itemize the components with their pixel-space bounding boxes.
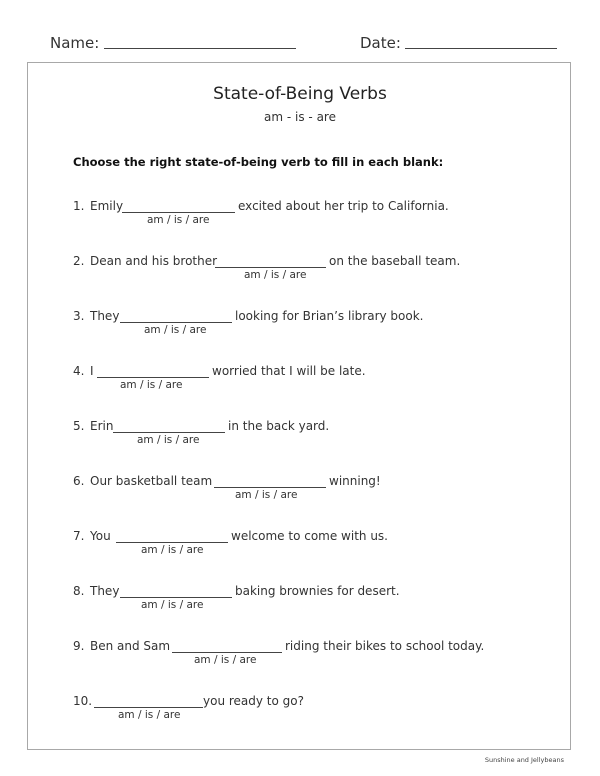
question-number: 10.	[73, 694, 93, 708]
answer-blank[interactable]	[215, 267, 326, 268]
instructions: Choose the right state-of-being verb to fill in each blank:	[73, 155, 444, 169]
sentence-end: worried that I will be late.	[212, 364, 366, 378]
choice-hint: am / is / are	[118, 709, 181, 721]
question-number: 1.	[73, 199, 85, 213]
question-9	[0, 639, 600, 669]
sentence-end: on the baseball team.	[329, 254, 461, 268]
question-6	[0, 474, 600, 504]
question-2	[0, 254, 600, 284]
question-number: 5.	[73, 419, 85, 433]
sentence-start: I	[90, 364, 94, 378]
question-8	[0, 584, 600, 614]
answer-blank[interactable]	[172, 652, 282, 653]
question-5	[0, 419, 600, 449]
question-7	[0, 529, 600, 559]
worksheet-title: State-of-Being Verbs	[213, 84, 387, 104]
question-3	[0, 309, 600, 339]
question-number: 2.	[73, 254, 85, 268]
choice-hint: am / is / are	[244, 269, 307, 281]
sentence-end: excited about her trip to California.	[238, 199, 449, 213]
question-10	[0, 694, 600, 724]
sentence-end: winning!	[329, 474, 381, 488]
question-1	[0, 199, 600, 229]
sentence-start: Ben and Sam	[90, 639, 171, 653]
answer-blank[interactable]	[120, 597, 232, 598]
question-4	[0, 364, 600, 394]
choice-hint: am / is / are	[120, 379, 183, 391]
choice-hint: am / is / are	[137, 434, 200, 446]
answer-blank[interactable]	[120, 322, 232, 323]
date-label: Date:	[360, 34, 401, 52]
answer-blank[interactable]	[116, 542, 228, 543]
sentence-start: Erin	[90, 419, 114, 433]
worksheet-subtitle: am - is - are	[264, 110, 336, 124]
name-label: Name:	[50, 34, 100, 52]
question-number: 7.	[73, 529, 85, 543]
answer-blank[interactable]	[113, 432, 225, 433]
question-number: 4.	[73, 364, 85, 378]
question-number: 9.	[73, 639, 85, 653]
sentence-start: Dean and his brother	[90, 254, 218, 268]
answer-blank[interactable]	[122, 212, 235, 213]
sentence-end: baking brownies for desert.	[235, 584, 400, 598]
answer-blank[interactable]	[97, 377, 209, 378]
answer-blank[interactable]	[94, 707, 203, 708]
sentence-end: welcome to come with us.	[231, 529, 388, 543]
answer-blank[interactable]	[214, 487, 326, 488]
choice-hint: am / is / are	[235, 489, 298, 501]
question-number: 3.	[73, 309, 85, 323]
choice-hint: am / is / are	[144, 324, 207, 336]
choice-hint: am / is / are	[141, 544, 204, 556]
sentence-start: They	[90, 309, 120, 323]
sentence-start: Emily	[90, 199, 124, 213]
footer-credit: Sunshine and Jellybeans	[484, 756, 564, 764]
sentence-start: You	[90, 529, 111, 543]
question-number: 8.	[73, 584, 85, 598]
sentence-end: riding their bikes to school today.	[285, 639, 485, 653]
date-field[interactable]	[405, 48, 557, 49]
sentence-end: looking for Brian’s library book.	[235, 309, 424, 323]
sentence-end: in the back yard.	[228, 419, 330, 433]
choice-hint: am / is / are	[141, 599, 204, 611]
sentence-start: They	[90, 584, 120, 598]
sentence-start: Our basketball team	[90, 474, 213, 488]
choice-hint: am / is / are	[194, 654, 257, 666]
sentence-end: you ready to go?	[203, 694, 304, 708]
name-field[interactable]	[104, 48, 296, 49]
question-number: 6.	[73, 474, 85, 488]
choice-hint: am / is / are	[147, 214, 210, 226]
